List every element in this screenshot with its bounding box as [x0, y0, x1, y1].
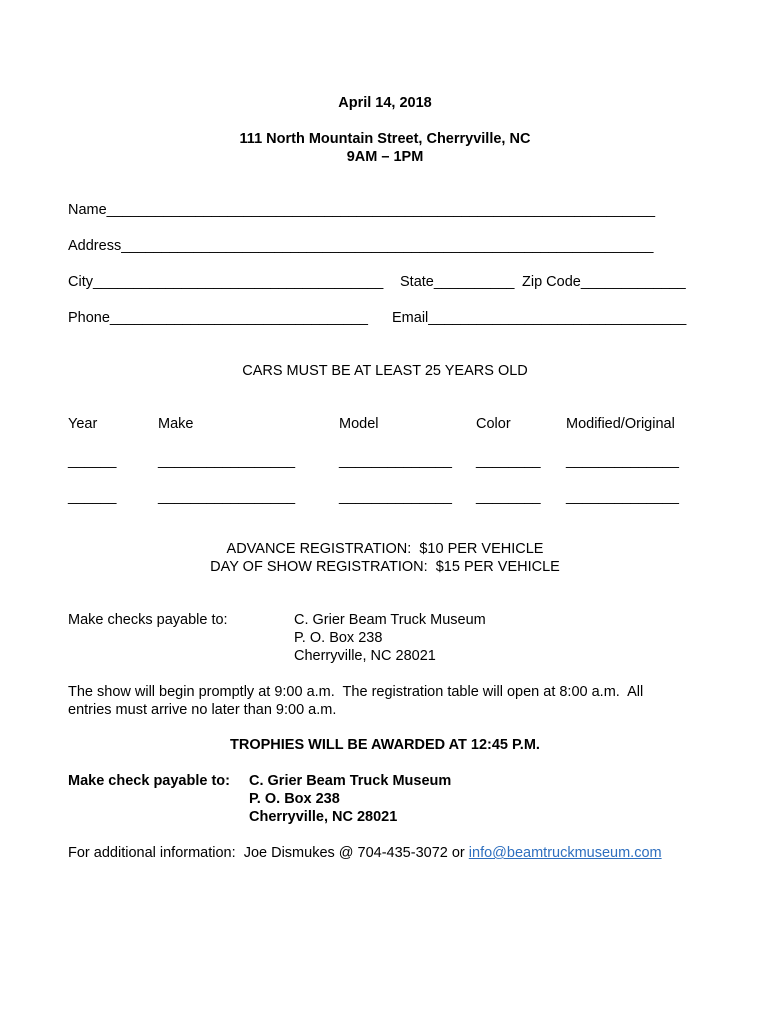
contact-info — [68, 844, 662, 862]
city-field[interactable]: City____________________________________ — [68, 274, 384, 290]
check-payable-label-bold: Make check payable to: — [68, 773, 230, 789]
vehicle-2-color-blank[interactable]: ________ — [476, 489, 541, 505]
vehicle-2-make-blank[interactable]: _________________ — [158, 489, 296, 505]
col-header-model: Model — [339, 416, 379, 432]
contact-text: For additional information: Joe Dismukes @ 704-435-3072 or — [68, 845, 469, 861]
col-header-year: Year — [68, 416, 98, 432]
address-field[interactable]: Address__________________________________________________________________ — [68, 238, 654, 254]
payee-name: C. Grier Beam Truck Museum — [294, 612, 486, 628]
age-notice: CARS MUST BE AT LEAST 25 YEARS OLD — [242, 363, 528, 379]
event-address: 111 North Mountain Street, Cherryville, NC — [239, 131, 531, 147]
event-hours: 9AM – 1PM — [346, 149, 424, 165]
name-field[interactable]: Name____________________________________________________________________ — [68, 202, 656, 218]
event-date: April 14, 2018 — [338, 95, 432, 111]
trophies-notice: TROPHIES WILL BE AWARDED AT 12:45 P.M. — [230, 737, 540, 753]
col-header-color: Color — [476, 416, 511, 432]
vehicle-1-make-blank[interactable]: _________________ — [158, 453, 296, 469]
vehicle-2-model-blank[interactable]: ______________ — [339, 489, 452, 505]
payee-city-bold: Cherryville, NC 28021 — [249, 809, 398, 825]
zip-code-field[interactable]: Zip Code_____________ — [522, 274, 686, 290]
vehicle-1-modified-blank[interactable]: ______________ — [566, 453, 679, 469]
payee-name-bold: C. Grier Beam Truck Museum — [249, 773, 452, 789]
col-header-modified-original: Modified/Original — [566, 416, 675, 432]
col-header-make: Make — [158, 416, 194, 432]
payee-city: Cherryville, NC 28021 — [294, 648, 436, 664]
vehicle-1-year-blank[interactable]: ______ — [68, 453, 117, 469]
payee-po-box: P. O. Box 238 — [294, 630, 383, 646]
advance-registration-fee: ADVANCE REGISTRATION: $10 PER VEHICLE — [226, 541, 544, 557]
phone-field[interactable]: Phone________________________________ — [68, 310, 368, 326]
vehicle-1-color-blank[interactable]: ________ — [476, 453, 541, 469]
contact-email-link[interactable]: info@beamtruckmuseum.com — [468, 845, 662, 861]
email-field[interactable]: Email________________________________ — [392, 310, 687, 326]
state-field[interactable]: State__________ — [400, 274, 515, 290]
vehicle-2-modified-blank[interactable]: ______________ — [566, 489, 679, 505]
schedule-line-1: The show will begin promptly at 9:00 a.m. The registration table will open at 8:00 a.m. All — [68, 684, 644, 700]
checks-payable-label: Make checks payable to: — [68, 612, 228, 628]
day-of-show-registration-fee: DAY OF SHOW REGISTRATION: $15 PER VEHICLE — [210, 559, 560, 575]
schedule-line-2: entries must arrive no later than 9:00 a.m. — [68, 702, 337, 718]
payee-po-box-bold: P. O. Box 238 — [249, 791, 340, 807]
vehicle-1-model-blank[interactable]: ______________ — [339, 453, 452, 469]
vehicle-2-year-blank[interactable]: ______ — [68, 489, 117, 505]
